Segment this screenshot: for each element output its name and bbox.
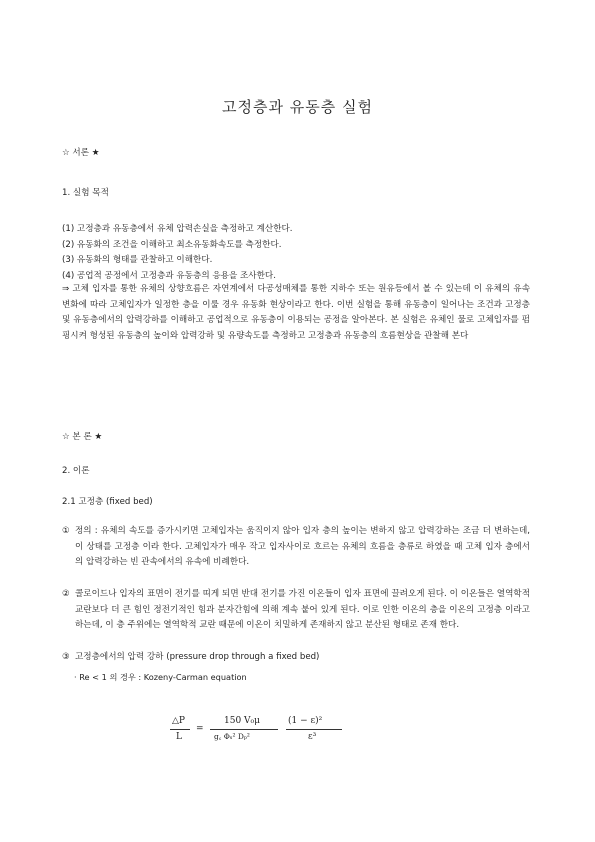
- formula-fraction-bar: [286, 729, 342, 730]
- intro-heading: ☆ 서론 ★: [62, 148, 100, 158]
- section-1-heading: 1. 실험 목적: [62, 188, 109, 198]
- formula-rhs1-denominator: g꜀ Φₛ² Dₚ²: [214, 732, 250, 741]
- subsection-heading: 2.1 고정층 (fixed bed): [62, 497, 153, 507]
- body-heading: ☆ 본 론 ★: [62, 432, 103, 442]
- item-text: 정의 : 유체의 속도를 증가시키면 고체입자는 움직이지 않아 입자 층의 높이는 변하지 않고 압력강하는 조금 더 변하는데, 이 상태를 고정층 이라 한다. 고체입자가 매우 작고 입자사이로 흐르는 유체의 흐름을 층류로 하였을 때 고체 입자 층에서의 압력강하는 빈 관속에서의 유속에 비례한다.: [75, 526, 530, 568]
- objective-1: (1) 고정층과 유동층에서 유체 압력손실을 측정하고 계산한다.: [62, 224, 293, 234]
- purpose-paragraph: ⇒ 고체 입자를 통한 유체의 상향흐름은 자연계에서 다공성매체를 통한 지하수 또는 원유등에서 볼 수 있는데 이 유체의 유속변화에 따라 고체입자가 일정한 층을 이룰 경우 유동화 현상이라고 한다. 이번 실험을 통해 유동층이 일어나는 조건과 고정층 및 유동층에서의 압력강하를 이해하고 공업적으로 유동층이 이용되는 공정을 알아본다. 본 실험은 유체인 물로 고체입자를 펌핑시켜 형성된 유동층의 높이와 압력강하 및 유량속도를 측정하고 고정층과 유동층의 흐름현상을 관찰해 본다: [62, 284, 530, 341]
- case-line: · Re < 1 의 경우 : Kozeny-Carman equation: [74, 672, 247, 682]
- objective-4: (4) 공업적 공정에서 고정층과 유동층의 응용을 조사한다.: [62, 271, 276, 281]
- item-text: 콜로이드나 입자의 표면이 전기를 띠게 되면 반대 전기를 가진 이온들이 입자 표면에 끌려오게 된다. 이 이온들은 열역학적 교란보다 더 큰 힘인 정전기적인 힘과 분자간힘에 의해 계속 붙어 있게 된다. 이로 인한 이온의 층을 이온의 고정층 이라고 하는데, 이 층 주위에는 열역학적 교란 때문에 이온이 치밀하게 존재하지 않고 분산된 형태로 존재 한다.: [75, 589, 530, 631]
- formula-rhs1-numerator: 150 V₀μ: [224, 716, 260, 726]
- formula-rhs2-numerator: (1 − ε)²: [288, 716, 323, 726]
- section-2-heading: 2. 이론: [62, 466, 90, 476]
- objective-3: (3) 유동화의 형태를 관찰하고 이해한다.: [62, 255, 213, 265]
- item-number: ①: [62, 526, 70, 536]
- kozeny-carman-formula: [170, 716, 370, 756]
- formula-lhs-numerator: △P: [172, 716, 185, 726]
- item-number: ③: [62, 652, 70, 662]
- formula-fraction-bar: [170, 729, 190, 730]
- objective-2: (2) 유동화의 조건을 이해하고 최소유동화속도를 측정한다.: [62, 240, 282, 250]
- formula-lhs-denominator: L: [176, 732, 182, 742]
- item-number: ②: [62, 589, 70, 599]
- page-title: 고정층과 유동층 실험: [222, 98, 373, 116]
- theory-item-2: [62, 587, 530, 634]
- item-text: 고정층에서의 압력 강하 (pressure drop through a fixed bed): [75, 652, 320, 662]
- formula-rhs2-denominator: ε³: [308, 732, 317, 742]
- formula-fraction-bar: [210, 729, 278, 730]
- theory-item-1: [62, 524, 530, 571]
- formula-equals: =: [196, 724, 204, 734]
- theory-item-3: [62, 650, 530, 666]
